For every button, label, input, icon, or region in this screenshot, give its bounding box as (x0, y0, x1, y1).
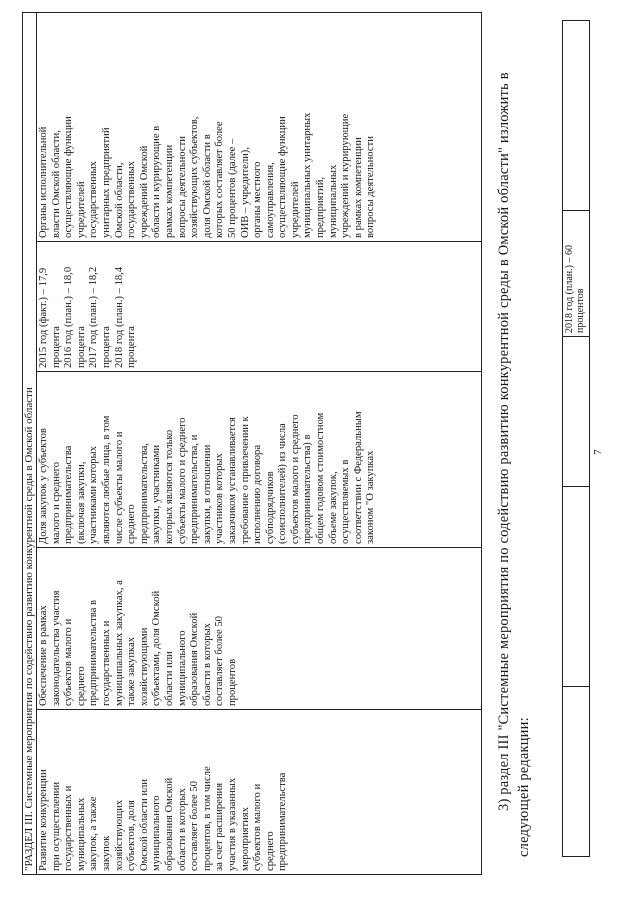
indicator-cell: Доля закупок у субъектов малого и среднего предпринимательства (включая закупки, участниками которых являются любые лица, в том числе субъекты малого и среднего предпринимательства, закупки, участниками которых являются только субъекты малого и среднего предпринимательства, и закупки, в отношении участников которых заказчиком устанавливается требование о привлечении к исполнению договора субподрядчиков (соисполнителей) из числа субъектов малого и среднего предпринимательства) в общем годовом стоимостном объеме закупок, осуществляемых в соответствии с Федеральным законом "О закупках (37, 372, 482, 548)
page-number: 7 (592, 449, 604, 455)
fragment-cell-targets: 2018 год (план.) – 60 процентов (563, 211, 590, 337)
measure-area-cell: Развитие конкуренции при осуществлении государственных и муниципальных закупок, а также закупок хозяйствующих субъектов, доля Омской области или муниципального образования Омской области в которых составляет более 50 процентов, в том числе за счет расширения участия в указанных мероприятиях субъектов малого и среднего предпринимательства (37, 710, 482, 875)
amendment-paragraph (494, 27, 534, 857)
amendment-line-1: 3) раздел III "Системные мероприятия по содействию развитию конкурентной среды в Омской области" изложить в (496, 72, 512, 811)
section-title: "РАЗДЕЛ III. Системные мероприятия по содействию развитию конкурентной среды в Омской области (23, 13, 37, 875)
fragment-cell (563, 21, 590, 211)
previous-table-fragment (562, 20, 590, 857)
amendment-line-2: следующей редакции: (516, 717, 532, 857)
measures-table (22, 12, 482, 875)
target-values-cell: 2015 год (факт.) – 17,9 процента 2016 год (план.) – 18,0 процента 2017 год (план.) – 18,2 процента 2018 год (план.) – 18,4 процента (37, 242, 482, 372)
responsible-bodies-cell: Органы исполнительной власти Омской области, осуществляющие функции учредителей государственных унитарных предприятий Омской области, государственных учреждений Омской области и курирующие в рамках компетенции вопросы деятельности хозяйствующих субъектов, доля Омской области в которых составляет более 50 процентов (далее – ОИВ – учредители), органы местного самоуправления, осуществляющие функции учредителей муниципальных унитарных предприятий, муниципальных учреждений и курирующие в рамках компетенции вопросы деятельности (37, 13, 482, 242)
fragment-cell (563, 687, 590, 857)
fragment-cell (563, 487, 590, 687)
measure-action-cell: Обеспечение в рамках законодательства участия субъектов малого и среднего предпринимательства в государственных и муниципальных закупках, а также закупках хозяйствующими субъектами, доля Омской области или муниципального образования Омской области в которых составляет более 50 процентов (37, 548, 482, 710)
fragment-cell (563, 337, 590, 487)
